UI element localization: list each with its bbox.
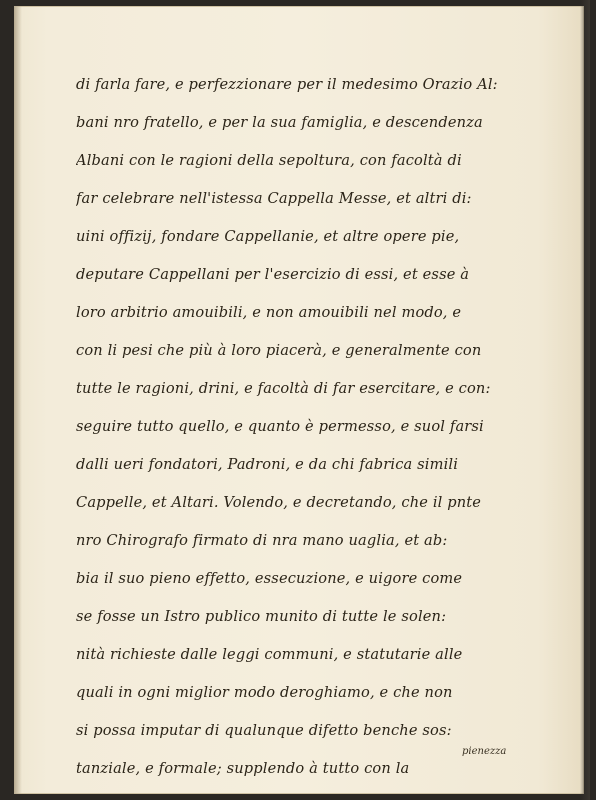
text-line: far celebrare nell'istessa Cappella Messe, et altri di:	[76, 190, 472, 207]
text-line: si possa imputar di qualunque difetto benche sos:	[76, 722, 452, 739]
text-line: seguire tutto quello, e quanto è permesso, e suol farsi	[76, 418, 484, 435]
text-line: dalli ueri fondatori, Padroni, e da chi fabrica simili	[76, 456, 459, 473]
page-spine-shadow	[14, 6, 22, 794]
text-line: tutte le ragioni, drini, e facoltà di far esercitare, e con:	[76, 380, 491, 397]
text-line: Cappelle, et Altari. Volendo, e decretando, che il pnte	[76, 494, 482, 511]
page-edge-shadow	[580, 0, 590, 800]
text-line: quali in ogni miglior modo deroghiamo, e che non	[76, 684, 453, 701]
catchword: pienezza	[462, 746, 507, 757]
text-line: tanziale, e formale; supplendo à tutto con la	[76, 760, 410, 777]
text-line: bia il suo pieno effetto, essecuzione, e uigore come	[76, 570, 463, 587]
text-line: nro Chirografo firmato di nra mano uaglia, et ab:	[76, 532, 448, 549]
text-line: con li pesi che più à loro piacerà, e generalmente con	[76, 342, 482, 359]
manuscript-text	[76, 66, 542, 788]
text-line: Albani con le ragioni della sepoltura, con facoltà di	[76, 152, 462, 169]
text-line: deputare Cappellani per l'esercizio di essi, et esse à	[76, 266, 470, 283]
text-line: bani nro fratello, e per la sua famiglia, e descendenza	[76, 114, 483, 131]
text-line: uini offizij, fondare Cappellanie, et altre opere pie,	[76, 228, 460, 245]
text-line: se fosse un Istro publico munito di tutte le solen:	[76, 608, 447, 625]
text-line: loro arbitrio amouibili, e non amouibili nel modo, e	[76, 304, 462, 321]
text-line: di farla fare, e perfezzionare per il medesimo Orazio Al:	[76, 76, 498, 93]
text-line: nità richieste dalle leggi communi, e statutarie alle	[76, 646, 463, 663]
